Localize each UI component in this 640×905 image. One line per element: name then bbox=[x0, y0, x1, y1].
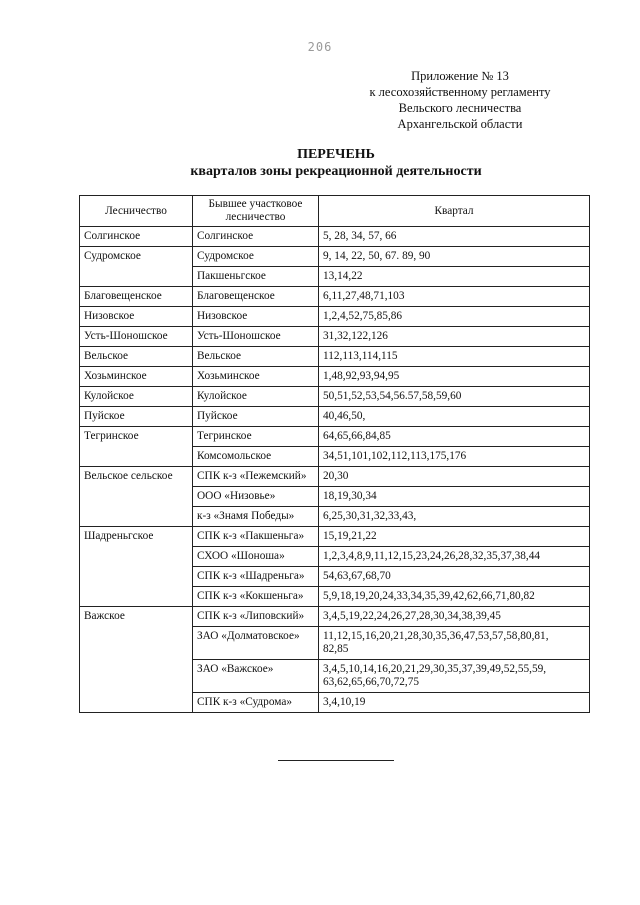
table-row bbox=[80, 347, 590, 367]
quarters-cell: 1,2,4,52,75,85,86 bbox=[319, 307, 590, 327]
appendix-line-1: Приложение № 13 bbox=[411, 69, 509, 83]
appendix-line-4: Архангельской области bbox=[397, 117, 523, 131]
table-row bbox=[80, 327, 590, 347]
quarters-cell: 1,2,3,4,8,9,11,12,15,23,24,26,28,32,35,37,38,44 bbox=[319, 547, 590, 567]
appendix-line-2: к лесохозяйственному регламенту bbox=[369, 85, 551, 99]
quarters-cell: 34,51,101,102,112,113,175,176 bbox=[319, 447, 590, 467]
title-line-2: кварталов зоны рекреационной деятельности bbox=[190, 164, 482, 179]
former-district-cell: СПК к-з «Пакшеньга» bbox=[193, 527, 319, 547]
former-district-cell: СПК к-з «Липовский» bbox=[193, 607, 319, 627]
quarters-cell: 15,19,21,22 bbox=[319, 527, 590, 547]
quarters-cell: 6,11,27,48,71,103 bbox=[319, 287, 590, 307]
former-district-cell: СПК к-з «Пежемский» bbox=[193, 467, 319, 487]
forestry-cell: Солгинское bbox=[80, 227, 193, 247]
quarters-cell: 31,32,122,126 bbox=[319, 327, 590, 347]
former-district-cell: Усть-Шоношское bbox=[193, 327, 319, 347]
quarters-cell: 40,46,50, bbox=[319, 407, 590, 427]
forestry-cell: Важское bbox=[80, 607, 193, 713]
quarters-cell: 5, 28, 34, 57, 66 bbox=[319, 227, 590, 247]
forestry-cell: Вельское сельское bbox=[80, 467, 193, 527]
document-title bbox=[0, 146, 640, 180]
former-district-cell: Солгинское bbox=[193, 227, 319, 247]
former-district-cell: Пакшеньгское bbox=[193, 267, 319, 287]
quarters-cell: 3,4,10,19 bbox=[319, 693, 590, 713]
former-district-cell: к-з «Знамя Победы» bbox=[193, 507, 319, 527]
former-district-cell: Кулойское bbox=[193, 387, 319, 407]
recreation-quarters-table bbox=[79, 195, 590, 713]
quarters-cell: 54,63,67,68,70 bbox=[319, 567, 590, 587]
former-district-cell: Низовское bbox=[193, 307, 319, 327]
quarters-cell: 13,14,22 bbox=[319, 267, 590, 287]
former-district-cell: Благовещенское bbox=[193, 287, 319, 307]
table-row bbox=[80, 407, 590, 427]
table-row bbox=[80, 387, 590, 407]
former-district-cell: СПК к-з «Кокшеньга» bbox=[193, 587, 319, 607]
appendix-line-3: Вельского лесничества bbox=[398, 101, 522, 115]
quarters-cell: 112,113,114,115 bbox=[319, 347, 590, 367]
former-district-cell: СПК к-з «Шадреньга» bbox=[193, 567, 319, 587]
table-row bbox=[80, 607, 590, 627]
table-row bbox=[80, 307, 590, 327]
former-district-cell: ЗАО «Долматовское» bbox=[193, 627, 319, 660]
forestry-cell: Усть-Шоношское bbox=[80, 327, 193, 347]
header-former-district: Бывшее участковое лесничество bbox=[193, 196, 319, 227]
former-district-cell: СХОО «Шоноша» bbox=[193, 547, 319, 567]
quarters-cell: 3,4,5,19,22,24,26,27,28,30,34,38,39,45 bbox=[319, 607, 590, 627]
table-row bbox=[80, 367, 590, 387]
forestry-cell: Низовское bbox=[80, 307, 193, 327]
table-row bbox=[80, 247, 590, 267]
former-district-cell: Тегринское bbox=[193, 427, 319, 447]
quarters-cell: 3,4,5,10,14,16,20,21,29,30,35,37,39,49,52,55,59, 63,62,65,66,70,72,75 bbox=[319, 660, 590, 693]
quarters-cell: 5,9,18,19,20,24,33,34,35,39,42,62,66,71,80,82 bbox=[319, 587, 590, 607]
quarters-cell: 64,65,66,84,85 bbox=[319, 427, 590, 447]
header-forestry: Лесничество bbox=[80, 196, 193, 227]
former-district-cell: Хозьминское bbox=[193, 367, 319, 387]
title-line-1: ПЕРЕЧЕНЬ bbox=[297, 147, 375, 162]
quarters-cell: 9, 14, 22, 50, 67. 89, 90 bbox=[319, 247, 590, 267]
end-divider bbox=[278, 760, 394, 761]
former-district-cell: ЗАО «Важское» bbox=[193, 660, 319, 693]
former-district-cell: ООО «Низовье» bbox=[193, 487, 319, 507]
quarters-cell: 11,12,15,16,20,21,28,30,35,36,47,53,57,58,80,81, 82,85 bbox=[319, 627, 590, 660]
forestry-cell: Хозьминское bbox=[80, 367, 193, 387]
former-district-cell: СПК к-з «Судрома» bbox=[193, 693, 319, 713]
header-quarters: Квартал bbox=[319, 196, 590, 227]
quarters-cell: 50,51,52,53,54,56.57,58,59,60 bbox=[319, 387, 590, 407]
table-row bbox=[80, 467, 590, 487]
table-row bbox=[80, 427, 590, 447]
table-body bbox=[80, 227, 590, 713]
forestry-cell: Судромское bbox=[80, 247, 193, 287]
quarters-cell: 18,19,30,34 bbox=[319, 487, 590, 507]
quarters-cell: 20,30 bbox=[319, 467, 590, 487]
quarters-cell: 1,48,92,93,94,95 bbox=[319, 367, 590, 387]
table-header-row bbox=[80, 196, 590, 227]
table-row bbox=[80, 527, 590, 547]
table-row bbox=[80, 287, 590, 307]
forestry-cell: Тегринское bbox=[80, 427, 193, 467]
forestry-cell: Пуйское bbox=[80, 407, 193, 427]
appendix-header bbox=[340, 68, 580, 132]
page-number: 206 bbox=[307, 40, 333, 54]
forestry-cell: Вельское bbox=[80, 347, 193, 367]
former-district-cell: Вельское bbox=[193, 347, 319, 367]
forestry-cell: Благовещенское bbox=[80, 287, 193, 307]
former-district-cell: Пуйское bbox=[193, 407, 319, 427]
forestry-cell: Кулойское bbox=[80, 387, 193, 407]
forestry-cell: Шадреньгское bbox=[80, 527, 193, 607]
former-district-cell: Комсомольское bbox=[193, 447, 319, 467]
former-district-cell: Судромское bbox=[193, 247, 319, 267]
quarters-cell: 6,25,30,31,32,33,43, bbox=[319, 507, 590, 527]
table-row bbox=[80, 227, 590, 247]
